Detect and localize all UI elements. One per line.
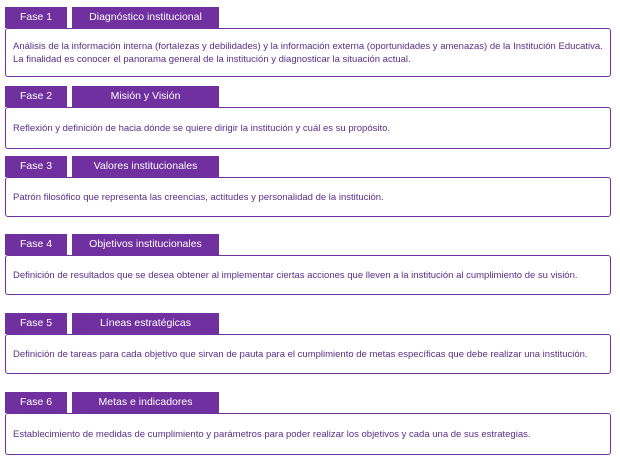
- phase-description-box: [5, 177, 611, 217]
- phase-description-box: [5, 334, 611, 374]
- phase-4: [5, 234, 611, 295]
- phase-title-label: Misión y Visión: [72, 86, 219, 107]
- phase-title-label: Metas e indicadores: [72, 392, 219, 413]
- phase-number-label: Fase 1: [5, 7, 67, 28]
- phase-5: [5, 313, 611, 374]
- phase-3: [5, 156, 611, 217]
- phase-number-label: Fase 5: [5, 313, 67, 334]
- phase-number-label: Fase 4: [5, 234, 67, 255]
- phase-description-box: [5, 255, 611, 295]
- phase-description-box: [5, 28, 611, 77]
- phase-number-label: Fase 3: [5, 156, 67, 177]
- phase-description: Establecimiento de medidas de cumplimiento y parámetros para poder realizar los objetivos y cada una de sus estrategias.: [13, 428, 531, 440]
- phase-title-label: Líneas estratégicas: [72, 313, 219, 334]
- phase-description: Definición de tareas para cada objetivo que sirvan de pauta para el cumplimiento de metas específicas que debe realizar una institución.: [13, 348, 588, 360]
- phase-description: Análisis de la información interna (fortalezas y debilidades) y la información externa (oportunidades y amenazas) de la Institución Educativa. La finalidad es conocer el panorama general de la institución y diagnosticar la situación actual.: [13, 40, 603, 65]
- phase-6: [5, 392, 611, 455]
- phase-description: Definición de resultados que se desea obtener al implementar ciertas acciones que lleven a la institución al cumplimiento de su visión.: [13, 269, 578, 281]
- phase-number-label: Fase 2: [5, 86, 67, 107]
- phase-title-label: Valores institucionales: [72, 156, 219, 177]
- phase-title-label: Objetivos institucionales: [72, 234, 219, 255]
- phase-1: [5, 7, 611, 77]
- phase-2: [5, 86, 611, 149]
- phase-title-label: Diagnóstico institucional: [72, 7, 219, 28]
- phase-description: Reflexión y definición de hacia dónde se quiere dirigir la institución y cuál es su propósito.: [13, 122, 391, 134]
- phase-description-box: [5, 107, 611, 149]
- phase-description-box: [5, 413, 611, 455]
- phase-number-label: Fase 6: [5, 392, 67, 413]
- phase-description: Patrón filosófico que representa las creencias, actitudes y personalidad de la institución.: [13, 191, 384, 203]
